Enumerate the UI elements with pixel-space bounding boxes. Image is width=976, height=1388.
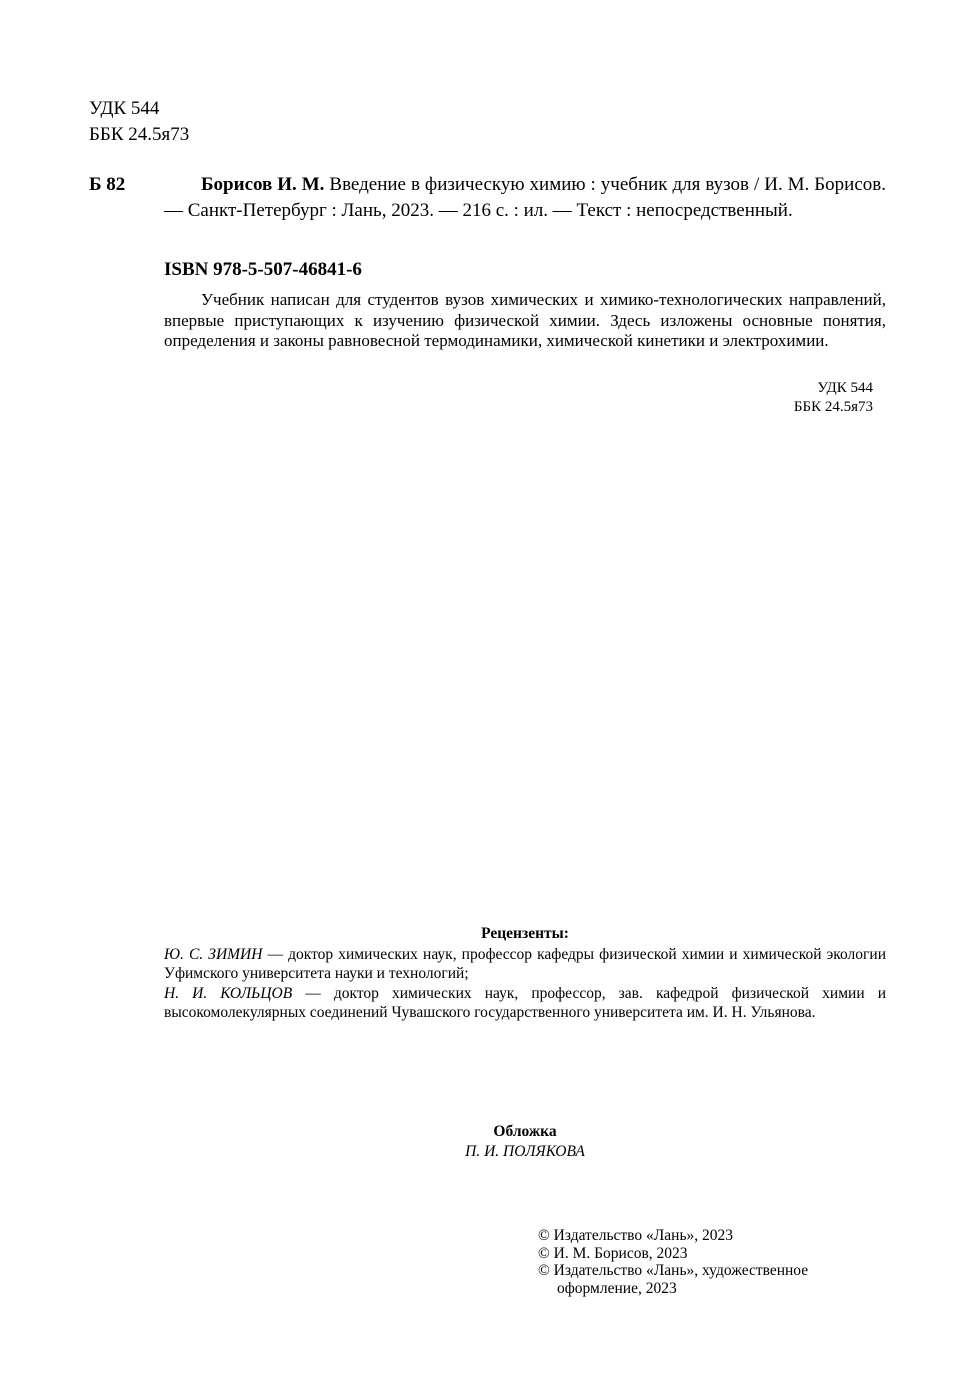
reviewer-name: Н. И. КОЛЬЦОВ: [164, 984, 293, 1002]
copyright-line: © И. М. Борисов, 2023: [538, 1244, 688, 1262]
copyright-line-continuation: оформление, 2023: [557, 1279, 677, 1297]
reviewer-name: Ю. С. ЗИМИН: [164, 945, 263, 963]
cover-heading: Обложка: [493, 1123, 557, 1140]
annotation: Учебник написан для студентов вузов химических и химико-технологических направлений, впервые приступающих к изучению физической химии. Здесь изложены основные понятия, определения и законы равновесной термодинамики, химической кинетики и электрохимии.: [164, 290, 886, 350]
reviewer-entry: [164, 984, 886, 1023]
reviewers-heading: Рецензенты:: [481, 925, 569, 942]
cover-artist: П. И. ПОЛЯКОВА: [465, 1142, 585, 1160]
copyright-block: [538, 1227, 868, 1297]
reviewer-description: — доктор химических наук, профессор кафедры физической химии и химической экологии Уфимского университета науки и технологий;: [164, 945, 886, 982]
isbn: ISBN 978-5-507-46841-6: [164, 259, 362, 280]
bbk-code-bottom: ББК 24.5я73: [793, 399, 873, 415]
udk-code-bottom: УДК 544: [817, 380, 873, 396]
author-name: Борисов И. М.: [201, 174, 325, 195]
udk-code: УДК 544: [89, 98, 160, 119]
copyright-line: © Издательство «Лань», художественное: [538, 1262, 809, 1279]
classification-block-bottom: [794, 379, 873, 417]
reviewer-description: — доктор химических наук, профессор, зав. кафедрой физической химии и высокомолекулярных соединений Чувашского государственного университета им. И. Н. Ульянова.: [164, 984, 886, 1021]
bibliographic-description: Введение в физическую химию : учебник для вузов / И. М. Борисов. — Санкт-Петербург : Лань, 2023. — 216 с. : ил. — Текст : непосредственный.: [164, 174, 886, 221]
copyright-line: © Издательство «Лань», 2023: [538, 1227, 734, 1244]
bbk-code: ББК 24.5я73: [89, 124, 190, 145]
author-cutter-mark: Б 82: [89, 174, 126, 195]
classification-block-top: [89, 96, 189, 148]
cover-credit: [164, 1122, 886, 1161]
reviewer-entry: [164, 945, 886, 984]
reviewers-section: [164, 924, 886, 1023]
bibliographic-record: [164, 172, 886, 224]
